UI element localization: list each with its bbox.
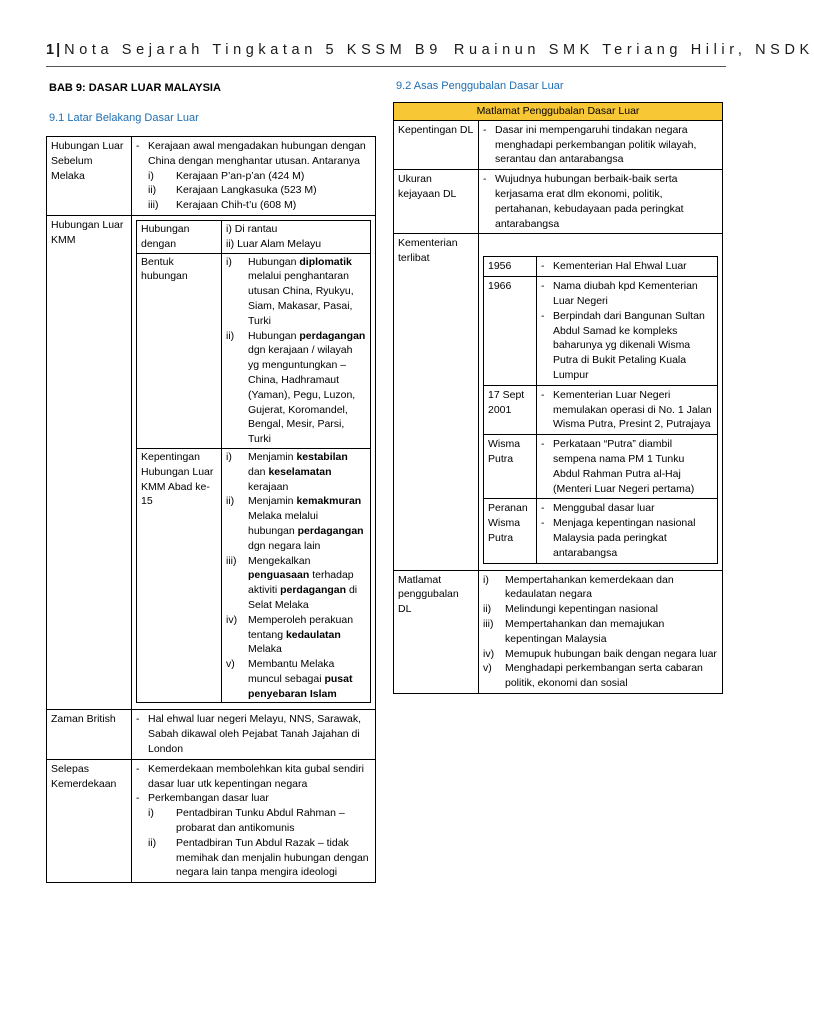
table-header-row (394, 103, 723, 121)
inner-row (137, 253, 371, 448)
row-label: Matlamat penggubalan DL (394, 570, 479, 693)
inner-label: 17 Sept 2001 (484, 385, 537, 434)
row-content (132, 215, 376, 710)
row-content (479, 570, 723, 693)
right-column (393, 78, 723, 694)
bullet-text: - Kemerdekaan membolehkan kita gubal sendiri dasar luar utk kepentingan negara (136, 762, 371, 792)
row-label: Selepas Kemerdekaan (47, 759, 132, 882)
inner-row (484, 435, 718, 499)
background-table (46, 136, 376, 883)
row-content (132, 710, 376, 759)
bullet-text: - Kementerian Luar Negeri memulakan operasi di No. 1 Jalan Wisma Putra, Presint 2, Putrajaya (541, 388, 713, 432)
list-item: iii) Mempertahankan dan memajukan kepentingan Malaysia (483, 617, 665, 645)
list-item: ii) Kerajaan Langkasuka (523 M) (148, 184, 317, 197)
row-content (479, 234, 723, 570)
header-left-text: Nota Sejarah Tingkatan 5 KSSM B9 (64, 42, 442, 58)
inner-content (537, 385, 718, 434)
inner-row (137, 448, 371, 703)
chapter-title: BAB 9: DASAR LUAR MALAYSIA (49, 82, 221, 94)
row-after-independence (47, 759, 376, 882)
row-british (47, 710, 376, 759)
inner-content (222, 253, 371, 448)
bullet-text: - Kerajaan awal mengadakan hubungan dengan China dengan menghantar utusan. Antaranya (136, 139, 371, 169)
list-item: iii) Kerajaan Chih-t’u (608 M) (148, 199, 297, 212)
bullet-text: - Hal ehwal luar negeri Melayu, NNS, Sarawak, Sabah dikawal oleh Pejabat Tanah Jajahan di London (136, 712, 371, 756)
row-label: Zaman British (47, 710, 132, 759)
row-ministry (394, 234, 723, 570)
ministry-inner-table (483, 256, 718, 563)
list-item: i) Hubungan diplomatik melalui penghantaran utusan China, Ryukyu, Siam, Makasar, Pasai, Turki (226, 255, 354, 327)
inner-content (222, 220, 371, 253)
inner-content (537, 257, 718, 277)
list-item: ii) Pentadbiran Tun Abdul Razak – tidak memihak dan menjalin hubungan dengan negara lain tanpa mengira ideologi (148, 836, 369, 879)
header-right-text: Ruainun SMK Teriang Hilir, NSDK (453, 42, 814, 58)
page-number: 1 (46, 42, 55, 58)
header-separator: | (56, 42, 61, 58)
list-item: ii) Menjamin kemakmuran Melaka melalui hubungan perdagangan dgn negara lain (226, 495, 364, 552)
section-title-9-2: 9.2 Asas Penggubalan Dasar Luar (396, 80, 564, 92)
list-item: i) Menjamin kestabilan dan keselamatan kerajaan (226, 450, 348, 493)
left-column (46, 78, 376, 883)
row-content (132, 137, 376, 216)
policy-table (393, 102, 723, 694)
inner-label: Wisma Putra (484, 435, 537, 499)
inner-content (537, 499, 718, 563)
inner-label: Hubungan dengan (137, 220, 222, 253)
inner-label: Kepentingan Hubungan Luar KMM Abad ke-15 (137, 448, 222, 703)
inner-row (484, 277, 718, 386)
inner-row (137, 220, 371, 253)
row-label: Hubungan Luar KMM (47, 215, 132, 710)
page-header (46, 42, 814, 58)
row-kmm (47, 215, 376, 710)
row-success-measure (394, 170, 723, 234)
inner-row (484, 499, 718, 563)
row-label: Kementerian terlibat (394, 234, 479, 570)
list-item: iv) Memperoleh perakuan tentang kedaulatan Melaka (226, 613, 354, 656)
row-before-melaka (47, 137, 376, 216)
bullet-text: - Wujudnya hubungan berbaik-baik serta kerjasama erat dlm ekonomi, politik, pertahanan, kebudayaan pada peringkat antarabangsa (483, 172, 718, 231)
row-content (132, 759, 376, 882)
bullet-text: - Menjaga kepentingan nasional Malaysia pada peringkat antarabangsa (541, 516, 713, 560)
row-label: Kepentingan DL (394, 120, 479, 169)
inner-line: ii) Luar Alam Melayu (226, 237, 322, 250)
list-item: v) Membantu Melaka muncul sebagai pusat penyebaran Islam (226, 658, 353, 700)
list-item: i) Kerajaan P’an-p’an (424 M) (148, 169, 305, 182)
inner-label: Peranan Wisma Putra (484, 499, 537, 563)
header-rule (46, 66, 726, 67)
inner-content (222, 448, 371, 703)
row-content (479, 170, 723, 234)
bullet-text: - Menggubal dasar luar (541, 501, 713, 516)
section-title-9-1: 9.1 Latar Belakang Dasar Luar (49, 112, 199, 124)
list-item: iv) Memupuk hubungan baik dengan negara luar (483, 647, 717, 660)
inner-label: 1966 (484, 277, 537, 386)
inner-label: Bentuk hubungan (137, 253, 222, 448)
inner-row (484, 257, 718, 277)
inner-content (537, 435, 718, 499)
list-item: i) Mempertahankan kemerdekaan dan kedaulatan negara (483, 573, 674, 601)
list-item: i) Pentadbiran Tunku Abdul Rahman – probarat dan antikomunis (148, 807, 345, 835)
table-header: Matlamat Penggubalan Dasar Luar (394, 103, 723, 121)
inner-line: i) Di rantau (226, 222, 278, 235)
bullet-text: - Perkembangan dasar luar (136, 791, 371, 806)
bullet-text: - Nama diubah kpd Kementerian Luar Negeri (541, 279, 713, 309)
bullet-text: - Kementerian Hal Ehwal Luar (541, 259, 713, 274)
bullet-text: - Berpindah dari Bangunan Sultan Abdul Samad ke kompleks baharunya yg dikenali Wisma Putra di Bukit Petaling Kuala Lumpur (541, 309, 713, 383)
list-item: ii) Hubungan perdagangan dgn kerajaan / wilayah yg menguntungkan – China, Hadhramaut (Yaman), Pegu, Luzon, Gujerat, Koromandel, Bengal, Mesir, Parsi, Turki (226, 329, 366, 446)
row-label: Ukuran kejayaan DL (394, 170, 479, 234)
inner-content (537, 277, 718, 386)
row-objectives (394, 570, 723, 693)
list-item: iii) Mengekalkan penguasaan terhadap aktiviti perdagangan di Selat Melaka (226, 554, 358, 611)
row-label: Hubungan Luar Sebelum Melaka (47, 137, 132, 216)
list-item: ii) Melindungi kepentingan nasional (483, 603, 658, 616)
inner-row (484, 385, 718, 434)
row-importance (394, 120, 723, 169)
kmm-inner-table (136, 220, 371, 704)
bullet-text: - Perkataan “Putra” diambil sempena nama PM 1 Tunku Abdul Rahman Putra al-Haj (Menteri Luar Negeri pertama) (541, 437, 713, 496)
inner-label: 1956 (484, 257, 537, 277)
row-content (479, 120, 723, 169)
bullet-text: - Dasar ini mempengaruhi tindakan negara menghadapi perkembangan politik wilayah, serantau dan antarabangsa (483, 123, 718, 167)
list-item: v) Menghadapi perkembangan serta cabaran politik, ekonomi dan sosial (483, 662, 703, 690)
